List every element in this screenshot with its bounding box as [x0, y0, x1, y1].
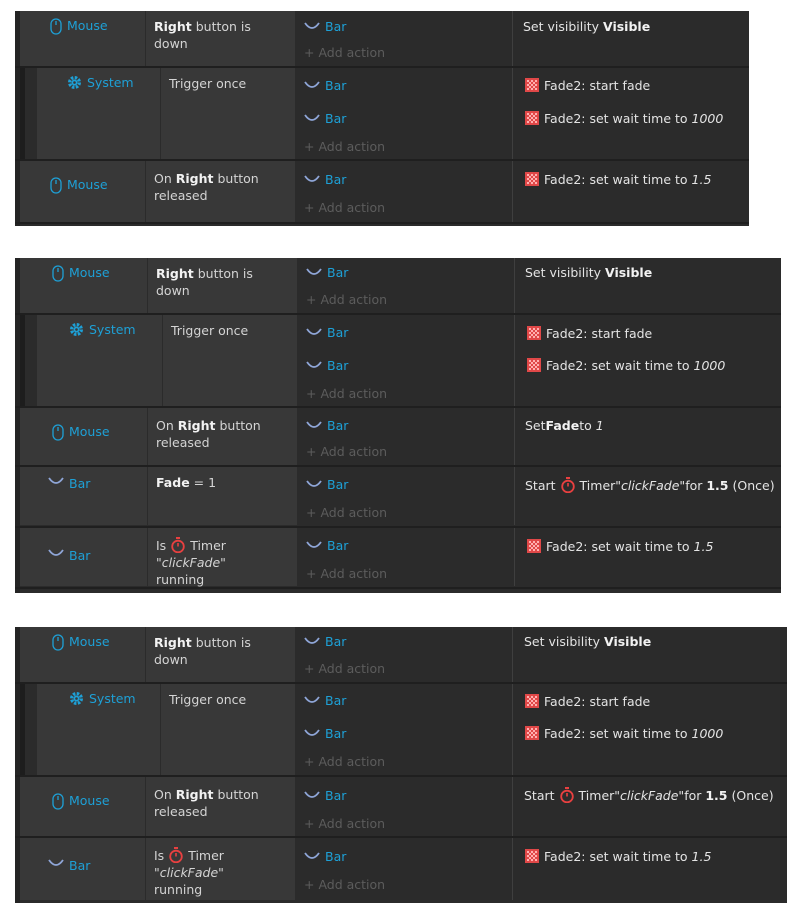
action-text[interactable]: Set visibility Visible [524, 633, 652, 649]
action-object-column [296, 627, 512, 683]
event-row[interactable] [15, 258, 781, 314]
bar-icon [304, 174, 320, 184]
add-action-link[interactable]: + Add action [306, 386, 388, 401]
column-divider [512, 161, 513, 223]
condition-object[interactable]: System [37, 315, 162, 407]
action-text[interactable]: Fade2: set wait time to 1000 [525, 724, 723, 742]
mouse-icon [50, 18, 62, 35]
condition-object[interactable]: Mouse [20, 627, 145, 683]
condition-block[interactable] [20, 777, 295, 837]
action-object-column [298, 408, 514, 466]
action-object-column [296, 11, 512, 67]
bar-icon [48, 858, 64, 868]
action-object[interactable]: Bar [304, 109, 346, 127]
action-object[interactable]: Bar [304, 170, 346, 188]
action-object[interactable]: Bar [306, 416, 348, 434]
fade-icon [525, 78, 539, 92]
action-text[interactable]: Set visibility Visible [525, 264, 653, 280]
add-action-link[interactable]: + Add action [304, 45, 386, 60]
action-object[interactable]: Bar [306, 356, 348, 374]
subevent-row[interactable] [15, 68, 749, 160]
bar-icon [304, 728, 320, 738]
add-action-link[interactable]: + Add action [304, 661, 386, 676]
action-object-column [298, 258, 514, 314]
subevent-indent-bar [20, 684, 25, 776]
fade-icon [527, 358, 541, 372]
add-action-link[interactable]: + Add action [304, 816, 386, 831]
condition-text: On Right button released [145, 161, 295, 223]
timer-icon [559, 787, 575, 803]
add-action-link[interactable]: + Add action [304, 754, 386, 769]
condition-text: Right button is down [147, 258, 297, 314]
action-object[interactable]: Bar [304, 724, 346, 742]
condition-block[interactable] [20, 258, 297, 314]
event-row[interactable] [15, 11, 749, 67]
mouse-icon [50, 177, 62, 194]
mouse-icon [52, 793, 64, 810]
action-object[interactable]: Bar [304, 17, 346, 35]
add-action-link[interactable]: + Add action [304, 139, 386, 154]
action-object-column [296, 68, 512, 160]
bar-icon [306, 327, 322, 337]
column-divider [514, 528, 515, 586]
subevent-row[interactable] [15, 684, 787, 776]
condition-text: On Right button released [147, 408, 297, 466]
action-object[interactable]: Bar [306, 475, 348, 493]
bar-icon [304, 113, 320, 123]
action-object[interactable]: Bar [304, 847, 346, 865]
event-row[interactable] [15, 777, 787, 837]
condition-block[interactable] [37, 68, 295, 160]
fade-icon [525, 694, 539, 708]
fade-icon [525, 726, 539, 740]
action-text[interactable]: Fade2: set wait time to 1.5 [525, 847, 711, 865]
gear-icon [69, 322, 84, 337]
column-divider [514, 467, 515, 525]
bar-icon [306, 420, 322, 430]
fade-icon [527, 326, 541, 340]
action-object-column [298, 528, 514, 586]
condition-block[interactable] [37, 315, 297, 407]
fade-icon [527, 539, 541, 553]
fade-icon [525, 172, 539, 186]
bar-icon [306, 479, 322, 489]
event-sheet-panel-3 [15, 627, 787, 903]
action-text[interactable]: Set Fade to 1 [525, 417, 604, 433]
bar-icon [304, 695, 320, 705]
action-text[interactable]: Fade2: set wait time to 1000 [525, 109, 723, 127]
event-sheet-panel-2 [15, 258, 781, 593]
subevent-row[interactable] [15, 315, 781, 407]
timer-icon [170, 537, 186, 553]
event-row[interactable] [15, 408, 781, 466]
gear-icon [69, 691, 84, 706]
condition-object[interactable]: System [37, 68, 160, 160]
column-divider [514, 408, 515, 466]
action-text[interactable]: Fade2: start fade [525, 76, 650, 94]
action-object[interactable]: Bar [306, 323, 348, 341]
condition-object[interactable]: Bar [20, 467, 147, 525]
bar-icon [304, 851, 320, 861]
action-text[interactable]: Fade2: set wait time to 1000 [527, 356, 725, 374]
condition-text: Is Timer "clickFade" running [147, 528, 297, 586]
column-divider [512, 777, 513, 837]
event-row[interactable] [15, 627, 787, 683]
action-object-column [298, 467, 514, 525]
column-divider [514, 258, 515, 314]
bar-icon [304, 636, 320, 646]
condition-text: Right button is down [145, 11, 295, 67]
bar-icon [48, 476, 64, 486]
action-object-column [298, 315, 514, 407]
fade-icon [525, 111, 539, 125]
bar-icon [304, 790, 320, 800]
column-divider [512, 684, 513, 776]
bar-icon [306, 267, 322, 277]
add-action-link[interactable]: + Add action [306, 444, 388, 459]
event-row[interactable] [15, 161, 749, 223]
condition-block[interactable] [20, 467, 297, 525]
fade-icon [525, 849, 539, 863]
condition-object[interactable]: Mouse [20, 777, 145, 837]
condition-block[interactable] [20, 161, 295, 223]
action-text[interactable]: Fade2: set wait time to 1.5 [525, 170, 711, 188]
add-action-link[interactable]: + Add action [306, 566, 388, 581]
condition-object[interactable]: Mouse [20, 161, 145, 223]
gear-icon [67, 75, 82, 90]
condition-text: On Right button released [145, 777, 295, 837]
action-object-column [296, 161, 512, 223]
action-object[interactable]: Bar [304, 632, 346, 650]
action-object-column [296, 684, 512, 776]
column-divider [512, 11, 513, 67]
condition-object[interactable]: Bar [20, 528, 147, 586]
action-text[interactable]: Fade2: set wait time to 1.5 [527, 537, 713, 555]
action-text[interactable]: Fade2: start fade [525, 692, 650, 710]
condition-block[interactable] [20, 627, 295, 683]
action-text[interactable]: Start Timer "clickFade" for 1.5 (Once) [524, 787, 774, 803]
condition-object[interactable]: System [37, 684, 160, 776]
column-divider [512, 68, 513, 160]
action-object[interactable]: Bar [304, 76, 346, 94]
column-divider [514, 315, 515, 407]
action-text[interactable]: Set visibility Visible [523, 18, 651, 34]
condition-text: Right button is down [145, 627, 295, 683]
bar-icon [304, 80, 320, 90]
event-row[interactable] [15, 838, 787, 900]
condition-text: Trigger once [160, 684, 295, 776]
condition-block[interactable] [20, 838, 295, 900]
bar-icon [306, 540, 322, 550]
action-text[interactable]: Start Timer "clickFade" for 1.5 (Once) [525, 477, 775, 493]
action-text[interactable]: Fade2: start fade [527, 324, 652, 342]
mouse-icon [52, 424, 64, 441]
add-action-link[interactable]: + Add action [306, 292, 388, 307]
condition-object[interactable]: Bar [20, 838, 145, 900]
event-row[interactable] [15, 467, 781, 525]
add-action-link[interactable]: + Add action [304, 200, 386, 215]
column-divider [512, 627, 513, 683]
column-divider [512, 838, 513, 900]
event-row[interactable] [15, 528, 781, 586]
bar-icon [306, 360, 322, 370]
add-action-link[interactable]: + Add action [304, 877, 386, 892]
bar-icon [48, 548, 64, 558]
condition-block[interactable] [37, 684, 295, 776]
event-sheet-panel-1 [15, 11, 749, 226]
subevent-indent-bar [20, 68, 25, 160]
action-object-column [296, 777, 512, 837]
row-divider [15, 222, 749, 224]
timer-icon [168, 847, 184, 863]
row-divider [15, 587, 781, 589]
timer-icon [560, 477, 576, 493]
mouse-icon [52, 265, 64, 282]
action-object-column [296, 838, 512, 900]
condition-text: Fade = 1 [147, 467, 297, 525]
condition-object[interactable]: Mouse [20, 258, 147, 314]
action-object[interactable]: Bar [306, 263, 348, 281]
condition-object[interactable] [20, 11, 145, 67]
condition-object[interactable]: Mouse [20, 408, 147, 466]
mouse-icon [52, 634, 64, 651]
condition-text: Trigger once [162, 315, 297, 407]
condition-text: Is Timer "clickFade" running [145, 838, 295, 900]
action-object[interactable]: Bar [304, 691, 346, 709]
add-action-link[interactable]: + Add action [306, 505, 388, 520]
condition-block[interactable] [20, 408, 297, 466]
bar-icon [304, 21, 320, 31]
condition-text: Trigger once [160, 68, 295, 160]
condition-block[interactable] [20, 11, 295, 67]
object-name: Mouse [67, 18, 108, 33]
condition-block[interactable] [20, 528, 297, 586]
subevent-indent-bar [20, 315, 25, 407]
action-object[interactable]: Bar [306, 536, 348, 554]
action-object[interactable]: Bar [304, 786, 346, 804]
